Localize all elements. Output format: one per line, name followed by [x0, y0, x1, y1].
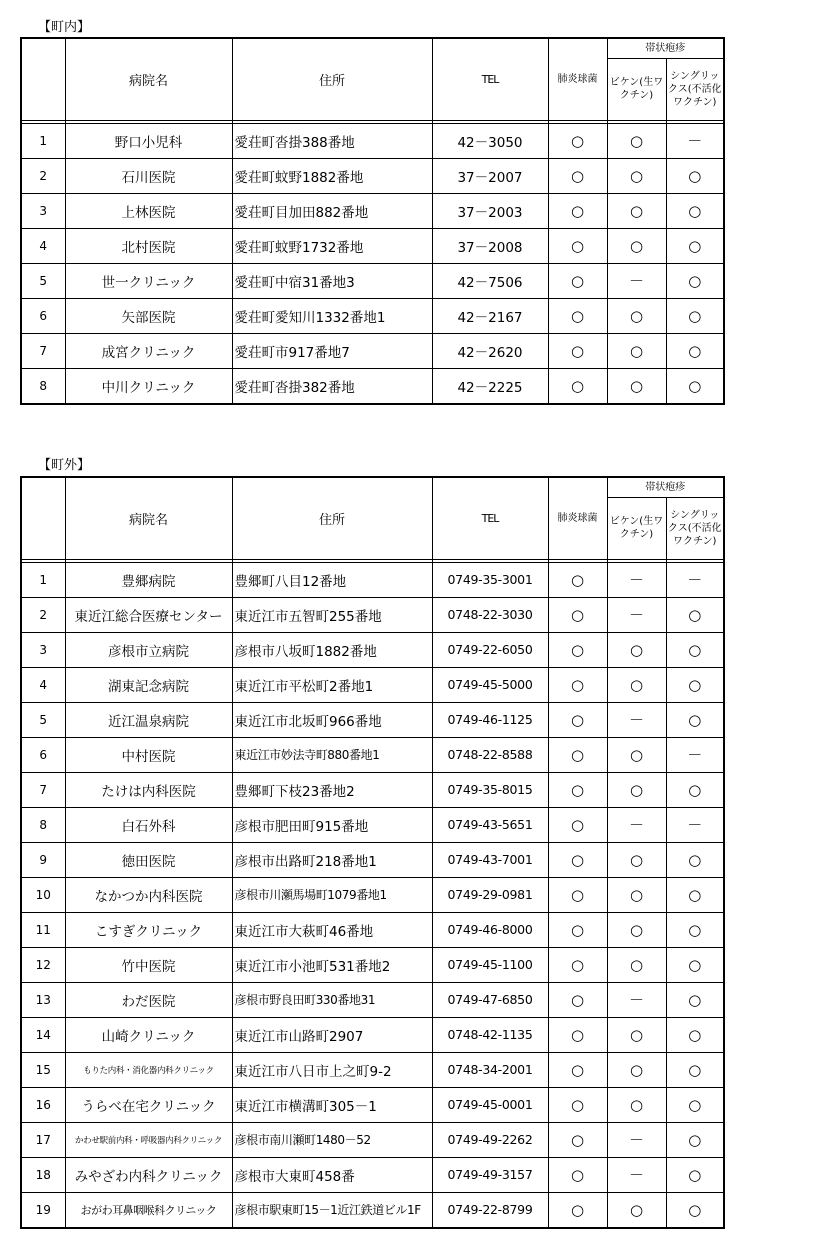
hospital-tel: 42－2167: [432, 298, 548, 333]
table-row: [21, 263, 724, 298]
shingrix-mark: ○: [666, 947, 724, 982]
shingrix-mark: ○: [666, 1122, 724, 1157]
hospital-name: 白石外科: [65, 807, 232, 842]
table-row: [21, 1087, 724, 1122]
table-row: [21, 982, 724, 1017]
shingrix-mark: ○: [666, 632, 724, 667]
table-row: [21, 298, 724, 333]
hospital-tel: 0749-35-3001: [432, 562, 548, 597]
pneumococcal-mark: ○: [548, 298, 607, 333]
hospital-name: うらべ在宅クリニック: [65, 1087, 232, 1122]
row-number: 18: [21, 1157, 65, 1192]
hospital-tel: 0748-22-3030: [432, 597, 548, 632]
hospital-name: 竹中医院: [65, 947, 232, 982]
pneumococcal-mark: ○: [548, 193, 607, 228]
row-number: 1: [21, 123, 65, 158]
biken-mark: ○: [607, 193, 666, 228]
hospital-tel: 42－3050: [432, 123, 548, 158]
biken-mark: ○: [607, 158, 666, 193]
hospital-address: 愛荘町市917番地7: [232, 333, 432, 368]
hospital-tel: 0748-22-8588: [432, 737, 548, 772]
biken-mark: ○: [607, 877, 666, 912]
row-number: 2: [21, 158, 65, 193]
hospital-name: おがわ耳鼻咽喉科クリニック: [65, 1192, 232, 1228]
row-number: 8: [21, 807, 65, 842]
table-row: [21, 947, 724, 982]
hospital-address: 東近江市妙法寺町880番地1: [232, 737, 432, 772]
hospital-name: 北村医院: [65, 228, 232, 263]
hospital-address: 彦根市南川瀬町1480－52: [232, 1122, 432, 1157]
table-row: [21, 333, 724, 368]
shingrix-mark: ○: [666, 842, 724, 877]
hospital-name: 山崎クリニック: [65, 1017, 232, 1052]
hospital-tel: 0749-22-8799: [432, 1192, 548, 1228]
hospital-name: 湖東記念病院: [65, 667, 232, 702]
hospital-address: 豊郷町下枝23番地2: [232, 772, 432, 807]
biken-mark: ○: [607, 667, 666, 702]
header-tel: TEL: [432, 38, 548, 120]
pneumococcal-mark: ○: [548, 702, 607, 737]
shingrix-mark: ○: [666, 1087, 724, 1122]
biken-mark: －: [607, 1122, 666, 1157]
biken-mark: ○: [607, 1052, 666, 1087]
table-row: [21, 562, 724, 597]
pneumococcal-mark: ○: [548, 807, 607, 842]
hospital-name: もりた内科・消化器内科クリニック: [65, 1052, 232, 1087]
table-row: [21, 667, 724, 702]
biken-mark: ○: [607, 842, 666, 877]
pneumococcal-mark: ○: [548, 263, 607, 298]
in-town-hospital-table: [20, 37, 725, 405]
shingrix-mark: ○: [666, 597, 724, 632]
hospital-tel: 0749-35-8015: [432, 772, 548, 807]
hospital-address: 彦根市野良田町330番地31: [232, 982, 432, 1017]
shingrix-mark: ○: [666, 877, 724, 912]
row-number: 11: [21, 912, 65, 947]
hospital-name: 世一クリニック: [65, 263, 232, 298]
hospital-address: 東近江市八日市上之町9-2: [232, 1052, 432, 1087]
shingrix-mark: ○: [666, 263, 724, 298]
pneumococcal-mark: ○: [548, 333, 607, 368]
hospital-name: たけは内科医院: [65, 772, 232, 807]
pneumococcal-mark: ○: [548, 842, 607, 877]
hospital-name: 彦根市立病院: [65, 632, 232, 667]
biken-mark: ○: [607, 1087, 666, 1122]
shingrix-mark: －: [666, 123, 724, 158]
biken-mark: ○: [607, 947, 666, 982]
hospital-tel: 0748-42-1135: [432, 1017, 548, 1052]
row-number: 7: [21, 333, 65, 368]
biken-mark: ○: [607, 368, 666, 404]
hospital-address: 東近江市小池町531番地2: [232, 947, 432, 982]
hospital-address: 彦根市大東町458番: [232, 1157, 432, 1192]
header-address: 住所: [232, 477, 432, 559]
header-no: [21, 38, 65, 120]
pneumococcal-mark: ○: [548, 1052, 607, 1087]
hospital-name: かわせ駅前内科・呼吸器内科クリニック: [65, 1122, 232, 1157]
biken-mark: －: [607, 562, 666, 597]
hospital-tel: 42－7506: [432, 263, 548, 298]
table-row: [21, 632, 724, 667]
shingrix-mark: ○: [666, 1157, 724, 1192]
hospital-tel: 0749-45-5000: [432, 667, 548, 702]
hospital-address: 彦根市川瀬馬場町1079番地1: [232, 877, 432, 912]
table-row: [21, 368, 724, 404]
hospital-address: 愛荘町愛知川1332番地1: [232, 298, 432, 333]
row-number: 3: [21, 193, 65, 228]
header-pneumococcal: 肺炎球菌: [548, 38, 607, 120]
row-number: 5: [21, 702, 65, 737]
shingrix-mark: ○: [666, 1192, 724, 1228]
hospital-address: 彦根市肥田町915番地: [232, 807, 432, 842]
hospital-address: 東近江市横溝町305－1: [232, 1087, 432, 1122]
table-row: [21, 228, 724, 263]
pneumococcal-mark: ○: [548, 123, 607, 158]
row-number: 17: [21, 1122, 65, 1157]
hospital-address: 彦根市出路町218番地1: [232, 842, 432, 877]
header-shingrix: シングリックス(不活化ワクチン): [666, 58, 724, 120]
hospital-name: わだ医院: [65, 982, 232, 1017]
hospital-tel: 0749-43-7001: [432, 842, 548, 877]
biken-mark: －: [607, 263, 666, 298]
table-row: [21, 702, 724, 737]
pneumococcal-mark: ○: [548, 1157, 607, 1192]
row-number: 8: [21, 368, 65, 404]
row-number: 6: [21, 298, 65, 333]
pneumococcal-mark: ○: [548, 158, 607, 193]
row-number: 1: [21, 562, 65, 597]
hospital-address: 愛荘町中宿31番地3: [232, 263, 432, 298]
biken-mark: －: [607, 982, 666, 1017]
header-biken: ビケン(生ワクチン): [607, 497, 666, 559]
shingrix-mark: ○: [666, 1052, 724, 1087]
row-number: 14: [21, 1017, 65, 1052]
out-town-hospital-table: [20, 476, 725, 1229]
shingrix-mark: －: [666, 737, 724, 772]
pneumococcal-mark: ○: [548, 597, 607, 632]
shingrix-mark: ○: [666, 702, 724, 737]
hospital-tel: 0749-29-0981: [432, 877, 548, 912]
hospital-tel: 37－2003: [432, 193, 548, 228]
pneumococcal-mark: ○: [548, 912, 607, 947]
row-number: 10: [21, 877, 65, 912]
biken-mark: ○: [607, 123, 666, 158]
shingrix-mark: ○: [666, 912, 724, 947]
pneumococcal-mark: ○: [548, 947, 607, 982]
biken-mark: ○: [607, 333, 666, 368]
header-shingles: 帯状疱疹: [607, 477, 724, 497]
hospital-address: 豊郷町八目12番地: [232, 562, 432, 597]
row-number: 9: [21, 842, 65, 877]
row-number: 19: [21, 1192, 65, 1228]
table-row: [21, 1192, 724, 1228]
row-number: 5: [21, 263, 65, 298]
section-label-out-town: 【町外】: [38, 458, 91, 473]
hospital-name: 石川医院: [65, 158, 232, 193]
hospital-name: みやざわ内科クリニック: [65, 1157, 232, 1192]
section-label-in-town: 【町内】: [38, 20, 91, 35]
shingrix-mark: ○: [666, 333, 724, 368]
shingrix-mark: ○: [666, 368, 724, 404]
hospital-tel: 0748-34-2001: [432, 1052, 548, 1087]
row-number: 7: [21, 772, 65, 807]
row-number: 4: [21, 228, 65, 263]
shingrix-mark: ○: [666, 298, 724, 333]
row-number: 13: [21, 982, 65, 1017]
pneumococcal-mark: ○: [548, 632, 607, 667]
hospital-name: 徳田医院: [65, 842, 232, 877]
hospital-address: 東近江市五智町255番地: [232, 597, 432, 632]
hospital-address: 彦根市駅東町15－1近江鉄道ビル1F: [232, 1192, 432, 1228]
header-biken: ビケン(生ワクチン): [607, 58, 666, 120]
table-row: [21, 1122, 724, 1157]
pneumococcal-mark: ○: [548, 982, 607, 1017]
row-number: 16: [21, 1087, 65, 1122]
pneumococcal-mark: ○: [548, 562, 607, 597]
hospital-address: 東近江市山路町2907: [232, 1017, 432, 1052]
pneumococcal-mark: ○: [548, 667, 607, 702]
pneumococcal-mark: ○: [548, 772, 607, 807]
row-number: 4: [21, 667, 65, 702]
pneumococcal-mark: ○: [548, 228, 607, 263]
hospital-name: 豊郷病院: [65, 562, 232, 597]
table-row: [21, 877, 724, 912]
hospital-tel: 37－2007: [432, 158, 548, 193]
shingrix-mark: ○: [666, 228, 724, 263]
hospital-name: なかつか内科医院: [65, 877, 232, 912]
pneumococcal-mark: ○: [548, 737, 607, 772]
hospital-address: 愛荘町沓掛388番地: [232, 123, 432, 158]
table-row: [21, 807, 724, 842]
biken-mark: －: [607, 1157, 666, 1192]
hospital-address: 東近江市大萩町46番地: [232, 912, 432, 947]
header-no: [21, 477, 65, 559]
shingrix-mark: ○: [666, 772, 724, 807]
biken-mark: ○: [607, 298, 666, 333]
table-row: [21, 912, 724, 947]
biken-mark: －: [607, 597, 666, 632]
hospital-address: 彦根市八坂町1882番地: [232, 632, 432, 667]
row-number: 12: [21, 947, 65, 982]
pneumococcal-mark: ○: [548, 1192, 607, 1228]
hospital-tel: 0749-43-5651: [432, 807, 548, 842]
hospital-tel: 0749-45-0001: [432, 1087, 548, 1122]
row-number: 15: [21, 1052, 65, 1087]
hospital-address: 愛荘町蚊野1732番地: [232, 228, 432, 263]
pneumococcal-mark: ○: [548, 368, 607, 404]
hospital-tel: 0749-49-3157: [432, 1157, 548, 1192]
hospital-name: 中村医院: [65, 737, 232, 772]
row-number: 6: [21, 737, 65, 772]
hospital-name: こすぎクリニック: [65, 912, 232, 947]
hospital-tel: 0749-47-6850: [432, 982, 548, 1017]
table-row: [21, 1052, 724, 1087]
hospital-name: 矢部医院: [65, 298, 232, 333]
hospital-tel: 42－2225: [432, 368, 548, 404]
hospital-tel: 0749-49-2262: [432, 1122, 548, 1157]
biken-mark: ○: [607, 772, 666, 807]
table-row: [21, 1017, 724, 1052]
hospital-address: 愛荘町目加田882番地: [232, 193, 432, 228]
biken-mark: －: [607, 702, 666, 737]
table-row: [21, 1157, 724, 1192]
table-row: [21, 842, 724, 877]
hospital-tel: 0749-45-1100: [432, 947, 548, 982]
hospital-tel: 0749-46-8000: [432, 912, 548, 947]
header-tel: TEL: [432, 477, 548, 559]
hospital-tel: 0749-22-6050: [432, 632, 548, 667]
hospital-name: 野口小児科: [65, 123, 232, 158]
hospital-address: 愛荘町蚊野1882番地: [232, 158, 432, 193]
table-row: [21, 158, 724, 193]
table-row: [21, 123, 724, 158]
row-number: 2: [21, 597, 65, 632]
shingrix-mark: ○: [666, 982, 724, 1017]
biken-mark: ○: [607, 228, 666, 263]
hospital-tel: 42－2620: [432, 333, 548, 368]
biken-mark: －: [607, 807, 666, 842]
hospital-name: 近江温泉病院: [65, 702, 232, 737]
biken-mark: ○: [607, 912, 666, 947]
header-shingles: 帯状疱疹: [607, 38, 724, 58]
hospital-address: 東近江市平松町2番地1: [232, 667, 432, 702]
row-number: 3: [21, 632, 65, 667]
pneumococcal-mark: ○: [548, 1122, 607, 1157]
shingrix-mark: －: [666, 807, 724, 842]
biken-mark: ○: [607, 1192, 666, 1228]
hospital-name: 中川クリニック: [65, 368, 232, 404]
hospital-name: 上林医院: [65, 193, 232, 228]
pneumococcal-mark: ○: [548, 1087, 607, 1122]
table-row: [21, 737, 724, 772]
biken-mark: ○: [607, 1017, 666, 1052]
hospital-tel: 37－2008: [432, 228, 548, 263]
shingrix-mark: ○: [666, 193, 724, 228]
pneumococcal-mark: ○: [548, 877, 607, 912]
hospital-name: 成宮クリニック: [65, 333, 232, 368]
header-pneumococcal: 肺炎球菌: [548, 477, 607, 559]
hospital-address: 愛荘町沓掛382番地: [232, 368, 432, 404]
header-name: 病院名: [65, 38, 232, 120]
table-row: [21, 597, 724, 632]
header-shingrix: シングリックス(不活化ワクチン): [666, 497, 724, 559]
hospital-tel: 0749-46-1125: [432, 702, 548, 737]
hospital-name: 東近江総合医療センター: [65, 597, 232, 632]
shingrix-mark: ○: [666, 667, 724, 702]
shingrix-mark: ○: [666, 1017, 724, 1052]
header-name: 病院名: [65, 477, 232, 559]
biken-mark: ○: [607, 632, 666, 667]
pneumococcal-mark: ○: [548, 1017, 607, 1052]
table-row: [21, 772, 724, 807]
table-row: [21, 193, 724, 228]
shingrix-mark: ○: [666, 158, 724, 193]
biken-mark: ○: [607, 737, 666, 772]
header-address: 住所: [232, 38, 432, 120]
hospital-address: 東近江市北坂町966番地: [232, 702, 432, 737]
shingrix-mark: －: [666, 562, 724, 597]
